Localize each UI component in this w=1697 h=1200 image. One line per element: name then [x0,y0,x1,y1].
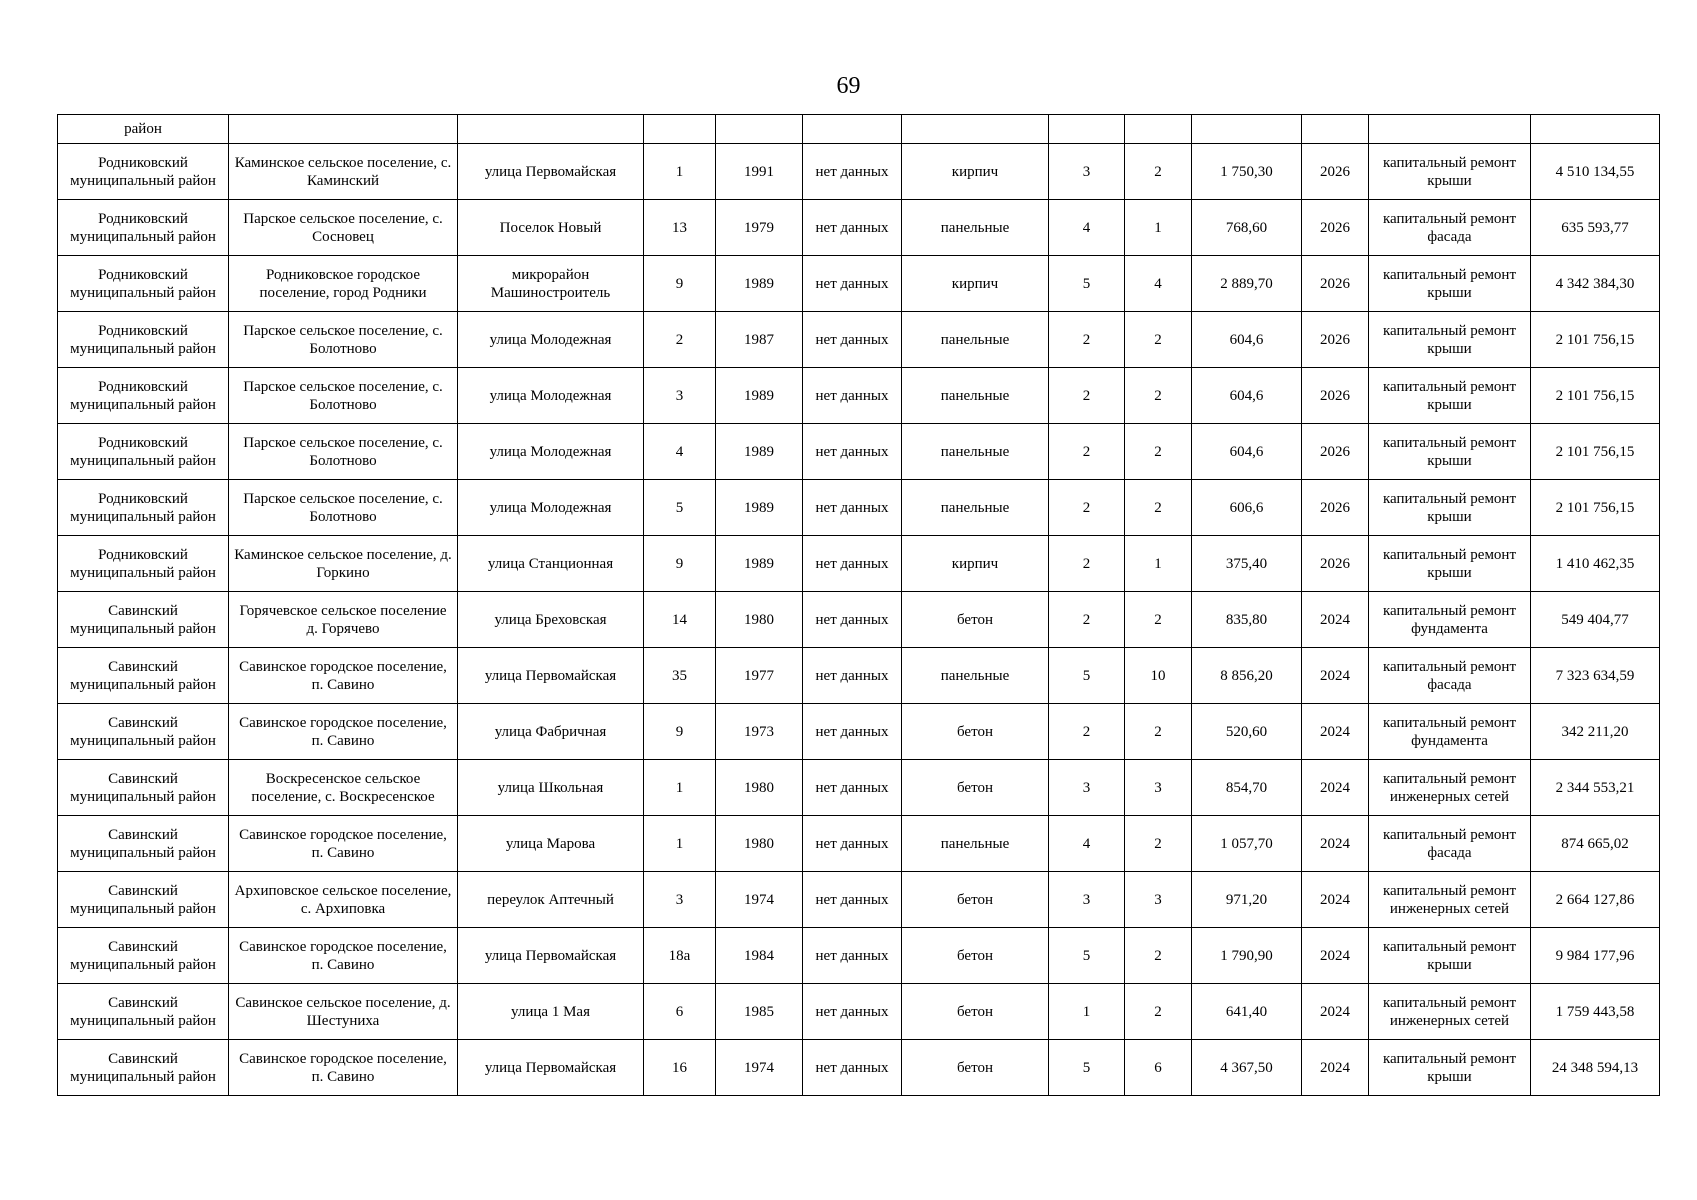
page-number: 69 [836,73,861,99]
work-type-cell [1369,115,1531,144]
table-row [58,1040,1660,1096]
floors-cell: 3 [1049,760,1125,816]
floors-cell: 2 [1049,480,1125,536]
cost-cell: 7 323 634,59 [1531,648,1660,704]
entrances-cell: 10 [1125,648,1192,704]
settlement-cell [229,115,458,144]
year-cell: 2026 [1302,480,1369,536]
wall-material-cell: бетон [902,872,1049,928]
entrances-cell: 2 [1125,312,1192,368]
wall-material-cell: кирпич [902,536,1049,592]
year-cell: 2026 [1302,424,1369,480]
data-status-cell: нет данных [803,648,902,704]
house-number-cell: 35 [644,648,716,704]
floors-cell [1049,115,1125,144]
settlement-cell: Каминское сельское поселение, с. Каминский [229,144,458,200]
house-number-cell: 3 [644,872,716,928]
data-status-cell: нет данных [803,704,902,760]
street-cell: улица Молодежная [458,312,644,368]
build-year-cell: 1977 [716,648,803,704]
data-status-cell: нет данных [803,1040,902,1096]
entrances-cell: 1 [1125,536,1192,592]
work-type-cell: капитальный ремонт крыши [1369,1040,1531,1096]
area-cell: 8 856,20 [1192,648,1302,704]
floors-cell: 5 [1049,928,1125,984]
year-cell: 2024 [1302,928,1369,984]
area-cell: 604,6 [1192,312,1302,368]
entrances-cell: 2 [1125,368,1192,424]
street-cell: улица Бреховская [458,592,644,648]
year-cell [1302,115,1369,144]
table-row [58,368,1660,424]
area-cell: 641,40 [1192,984,1302,1040]
entrances-cell: 1 [1125,200,1192,256]
table-row [58,816,1660,872]
data-status-cell: нет данных [803,368,902,424]
floors-cell: 2 [1049,312,1125,368]
area-cell: 971,20 [1192,872,1302,928]
cost-cell: 1 759 443,58 [1531,984,1660,1040]
area-cell: 1 790,90 [1192,928,1302,984]
street-cell: переулок Аптечный [458,872,644,928]
house-number-cell: 3 [644,368,716,424]
work-type-cell: капитальный ремонт крыши [1369,480,1531,536]
build-year-cell: 1980 [716,816,803,872]
house-number-cell: 1 [644,144,716,200]
table-row [58,592,1660,648]
build-year-cell: 1989 [716,368,803,424]
settlement-cell: Воскресенское сельское поселение, с. Воскресенское [229,760,458,816]
house-number-cell: 1 [644,760,716,816]
build-year-cell: 1974 [716,872,803,928]
cost-cell: 2 101 756,15 [1531,312,1660,368]
area-cell: 4 367,50 [1192,1040,1302,1096]
municipal-district-cell: Савинский муниципальный район [58,1040,229,1096]
work-type-cell: капитальный ремонт инженерных сетей [1369,872,1531,928]
wall-material-cell: панельные [902,368,1049,424]
street-cell: улица Первомайская [458,928,644,984]
wall-material-cell: бетон [902,760,1049,816]
table-row [58,200,1660,256]
table-row [58,872,1660,928]
year-cell: 2024 [1302,1040,1369,1096]
data-status-cell: нет данных [803,536,902,592]
data-status-cell: нет данных [803,872,902,928]
entrances-cell: 3 [1125,760,1192,816]
year-cell: 2024 [1302,816,1369,872]
wall-material-cell [902,115,1049,144]
build-year-cell: 1989 [716,256,803,312]
entrances-cell: 2 [1125,592,1192,648]
area-cell: 604,6 [1192,368,1302,424]
house-number-cell: 4 [644,424,716,480]
build-year-cell: 1991 [716,144,803,200]
work-type-cell: капитальный ремонт инженерных сетей [1369,984,1531,1040]
work-type-cell: капитальный ремонт инженерных сетей [1369,760,1531,816]
floors-cell: 2 [1049,536,1125,592]
street-cell: улица Первомайская [458,144,644,200]
settlement-cell: Савинское городское поселение, п. Савино [229,928,458,984]
work-type-cell: капитальный ремонт крыши [1369,256,1531,312]
build-year-cell [716,115,803,144]
floors-cell: 5 [1049,1040,1125,1096]
table-row [58,424,1660,480]
wall-material-cell: бетон [902,928,1049,984]
data-status-cell: нет данных [803,424,902,480]
data-status-cell: нет данных [803,928,902,984]
cost-cell: 342 211,20 [1531,704,1660,760]
street-cell: улица Марова [458,816,644,872]
work-type-cell: капитальный ремонт крыши [1369,928,1531,984]
cost-cell: 549 404,77 [1531,592,1660,648]
area-cell: 520,60 [1192,704,1302,760]
data-status-cell: нет данных [803,312,902,368]
house-number-cell: 5 [644,480,716,536]
build-year-cell: 1989 [716,536,803,592]
work-type-cell: капитальный ремонт крыши [1369,368,1531,424]
build-year-cell: 1980 [716,592,803,648]
cost-cell: 4 510 134,55 [1531,144,1660,200]
settlement-cell: Савинское сельское поселение, д. Шестуниха [229,984,458,1040]
wall-material-cell: панельные [902,200,1049,256]
settlement-cell: Савинское городское поселение, п. Савино [229,816,458,872]
entrances-cell: 2 [1125,144,1192,200]
wall-material-cell: кирпич [902,144,1049,200]
work-type-cell: капитальный ремонт фасада [1369,816,1531,872]
house-number-cell: 18а [644,928,716,984]
work-type-cell: капитальный ремонт крыши [1369,312,1531,368]
work-type-cell: капитальный ремонт фундамента [1369,592,1531,648]
street-cell: улица Молодежная [458,368,644,424]
year-cell: 2026 [1302,256,1369,312]
work-type-cell: капитальный ремонт крыши [1369,144,1531,200]
cost-cell: 9 984 177,96 [1531,928,1660,984]
work-type-cell: капитальный ремонт крыши [1369,424,1531,480]
table-row [58,536,1660,592]
municipal-district-cell: Савинский муниципальный район [58,704,229,760]
table-row [58,144,1660,200]
table-row [58,928,1660,984]
wall-material-cell: бетон [902,984,1049,1040]
cost-cell: 2 101 756,15 [1531,368,1660,424]
floors-cell: 2 [1049,704,1125,760]
house-number-cell: 1 [644,816,716,872]
build-year-cell: 1974 [716,1040,803,1096]
municipal-district-cell: Родниковский муниципальный район [58,424,229,480]
table-row [58,312,1660,368]
cost-cell: 2 664 127,86 [1531,872,1660,928]
street-cell: улица Первомайская [458,1040,644,1096]
house-number-cell [644,115,716,144]
floors-cell: 3 [1049,872,1125,928]
cost-cell: 874 665,02 [1531,816,1660,872]
house-number-cell: 2 [644,312,716,368]
street-cell: микрорайон Машиностроитель [458,256,644,312]
street-cell: улица Первомайская [458,648,644,704]
street-cell: улица Школьная [458,760,644,816]
wall-material-cell: бетон [902,1040,1049,1096]
house-number-cell: 9 [644,256,716,312]
street-cell [458,115,644,144]
year-cell: 2024 [1302,592,1369,648]
house-number-cell: 13 [644,200,716,256]
street-cell: Поселок Новый [458,200,644,256]
municipal-district-cell: Родниковский муниципальный район [58,368,229,424]
table-row [58,984,1660,1040]
municipal-district-cell: Родниковский муниципальный район [58,144,229,200]
table-row [58,480,1660,536]
municipal-district-cell: Савинский муниципальный район [58,648,229,704]
street-cell: улица Фабричная [458,704,644,760]
year-cell: 2024 [1302,872,1369,928]
floors-cell: 3 [1049,144,1125,200]
cost-cell: 2 101 756,15 [1531,480,1660,536]
data-status-cell: нет данных [803,480,902,536]
cost-cell: 635 593,77 [1531,200,1660,256]
floors-cell: 2 [1049,592,1125,648]
settlement-cell: Парское сельское поселение, с. Болотново [229,312,458,368]
settlement-cell: Родниковское городское поселение, город Родники [229,256,458,312]
year-cell: 2026 [1302,312,1369,368]
municipal-district-cell: Савинский муниципальный район [58,592,229,648]
table-row [58,704,1660,760]
floors-cell: 5 [1049,256,1125,312]
wall-material-cell: бетон [902,704,1049,760]
table-row [58,648,1660,704]
year-cell: 2024 [1302,704,1369,760]
street-cell: улица Молодежная [458,480,644,536]
street-cell: улица Молодежная [458,424,644,480]
entrances-cell [1125,115,1192,144]
data-status-cell [803,115,902,144]
wall-material-cell: панельные [902,816,1049,872]
table-row [58,760,1660,816]
settlement-cell: Каминское сельское поселение, д. Горкино [229,536,458,592]
area-cell: 375,40 [1192,536,1302,592]
street-cell: улица 1 Мая [458,984,644,1040]
settlement-cell: Архиповское сельское поселение, с. Архиповка [229,872,458,928]
build-year-cell: 1989 [716,424,803,480]
municipal-district-cell: Родниковский муниципальный район [58,312,229,368]
build-year-cell: 1989 [716,480,803,536]
floors-cell: 5 [1049,648,1125,704]
entrances-cell: 2 [1125,424,1192,480]
entrances-cell: 6 [1125,1040,1192,1096]
year-cell: 2024 [1302,760,1369,816]
year-cell: 2024 [1302,648,1369,704]
settlement-cell: Парское сельское поселение, с. Болотново [229,424,458,480]
house-number-cell: 9 [644,704,716,760]
year-cell: 2026 [1302,368,1369,424]
settlement-cell: Савинское городское поселение, п. Савино [229,648,458,704]
year-cell: 2026 [1302,144,1369,200]
floors-cell: 4 [1049,816,1125,872]
municipal-district-cell: Савинский муниципальный район [58,928,229,984]
build-year-cell: 1973 [716,704,803,760]
work-type-cell: капитальный ремонт крыши [1369,536,1531,592]
data-status-cell: нет данных [803,256,902,312]
wall-material-cell: бетон [902,592,1049,648]
data-status-cell: нет данных [803,592,902,648]
floors-cell: 1 [1049,984,1125,1040]
floors-cell: 4 [1049,200,1125,256]
area-cell: 854,70 [1192,760,1302,816]
wall-material-cell: панельные [902,424,1049,480]
area-cell [1192,115,1302,144]
data-status-cell: нет данных [803,200,902,256]
floors-cell: 2 [1049,424,1125,480]
work-type-cell: капитальный ремонт фасада [1369,648,1531,704]
house-number-cell: 16 [644,1040,716,1096]
build-year-cell: 1979 [716,200,803,256]
entrances-cell: 2 [1125,704,1192,760]
municipal-district-cell: район [58,115,229,144]
settlement-cell: Парское сельское поселение, с. Сосновец [229,200,458,256]
data-status-cell: нет данных [803,760,902,816]
house-number-cell: 9 [644,536,716,592]
settlement-cell: Горячевское сельское поселение д. Горячево [229,592,458,648]
work-type-cell: капитальный ремонт фасада [1369,200,1531,256]
data-status-cell: нет данных [803,144,902,200]
entrances-cell: 2 [1125,928,1192,984]
area-cell: 606,6 [1192,480,1302,536]
area-cell: 2 889,70 [1192,256,1302,312]
data-status-cell: нет данных [803,816,902,872]
floors-cell: 2 [1049,368,1125,424]
municipal-district-cell: Родниковский муниципальный район [58,200,229,256]
table-body [58,115,1660,1096]
wall-material-cell: кирпич [902,256,1049,312]
municipal-district-cell: Родниковский муниципальный район [58,480,229,536]
settlement-cell: Парское сельское поселение, с. Болотново [229,480,458,536]
work-type-cell: капитальный ремонт фундамента [1369,704,1531,760]
entrances-cell: 2 [1125,984,1192,1040]
settlement-cell: Савинское городское поселение, п. Савино [229,704,458,760]
area-cell: 1 057,70 [1192,816,1302,872]
municipal-district-cell: Савинский муниципальный район [58,984,229,1040]
continuation-row [58,115,1660,144]
cost-cell: 4 342 384,30 [1531,256,1660,312]
build-year-cell: 1984 [716,928,803,984]
year-cell: 2026 [1302,536,1369,592]
build-year-cell: 1987 [716,312,803,368]
municipal-district-cell: Савинский муниципальный район [58,872,229,928]
data-status-cell: нет данных [803,984,902,1040]
table-row [58,256,1660,312]
area-cell: 604,6 [1192,424,1302,480]
settlement-cell: Парское сельское поселение, с. Болотново [229,368,458,424]
municipal-district-cell: Родниковский муниципальный район [58,536,229,592]
cost-cell: 24 348 594,13 [1531,1040,1660,1096]
house-number-cell: 14 [644,592,716,648]
house-number-cell: 6 [644,984,716,1040]
wall-material-cell: панельные [902,480,1049,536]
cost-cell: 2 344 553,21 [1531,760,1660,816]
entrances-cell: 2 [1125,480,1192,536]
area-cell: 1 750,30 [1192,144,1302,200]
entrances-cell: 4 [1125,256,1192,312]
settlement-cell: Савинское городское поселение, п. Савино [229,1040,458,1096]
wall-material-cell: панельные [902,648,1049,704]
year-cell: 2024 [1302,984,1369,1040]
area-cell: 835,80 [1192,592,1302,648]
cost-cell [1531,115,1660,144]
municipal-district-cell: Савинский муниципальный район [58,760,229,816]
year-cell: 2026 [1302,200,1369,256]
housing-registry-table [57,114,1660,1096]
area-cell: 768,60 [1192,200,1302,256]
build-year-cell: 1985 [716,984,803,1040]
street-cell: улица Станционная [458,536,644,592]
wall-material-cell: панельные [902,312,1049,368]
cost-cell: 1 410 462,35 [1531,536,1660,592]
cost-cell: 2 101 756,15 [1531,424,1660,480]
build-year-cell: 1980 [716,760,803,816]
municipal-district-cell: Родниковский муниципальный район [58,256,229,312]
entrances-cell: 2 [1125,816,1192,872]
entrances-cell: 3 [1125,872,1192,928]
municipal-district-cell: Савинский муниципальный район [58,816,229,872]
